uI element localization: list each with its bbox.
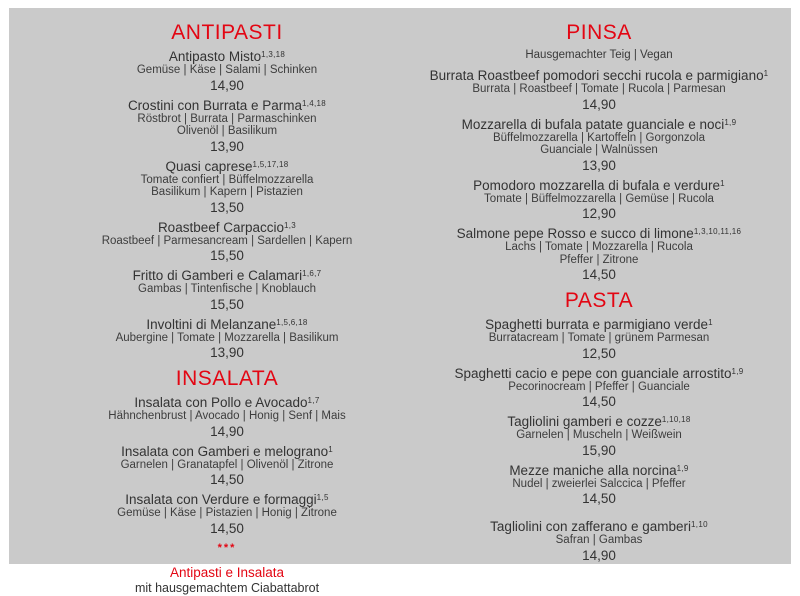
- menu-item-ingredients: Büffelmozzarella | Kartoffeln | Gorgonzola: [413, 132, 785, 145]
- menu-item: [413, 366, 785, 410]
- menu-item-name: [413, 366, 785, 381]
- section-heading: INSALATA: [39, 367, 415, 391]
- menu-item-name: [39, 49, 415, 64]
- menu-item-ingredients: Nudel | zweierlei Salccica | Pfeffer: [413, 478, 785, 491]
- menu-item-price: 13,90: [39, 139, 415, 154]
- menu-item-name: [39, 395, 415, 410]
- menu-item-name: [39, 268, 415, 283]
- menu-item-ingredients: Basilikum | Kapern | Pistazien: [39, 186, 415, 199]
- menu-item-title: Spaghetti cacio e pepe con guanciale arrostito: [455, 366, 732, 381]
- menu-item-name: [413, 414, 785, 429]
- menu-item-price: 14,50: [39, 521, 415, 536]
- menu-item: [413, 317, 785, 361]
- allergen-superscript: 1,10,18: [662, 415, 691, 424]
- section-subtitle: Hausgemachter Teig | Vegan: [413, 49, 785, 62]
- menu-item-title: Pomodoro mozzarella di bufala e verdure: [473, 178, 720, 193]
- menu-item: [39, 220, 415, 264]
- allergen-superscript: 1: [708, 318, 713, 327]
- menu-item: [413, 117, 785, 173]
- menu-item: [413, 519, 785, 563]
- menu-item-name: [413, 178, 785, 193]
- allergen-superscript: 1,6,7: [302, 269, 321, 278]
- allergen-superscript: 1: [328, 445, 333, 454]
- menu-item-ingredients: Tomate | Büffelmozzarella | Gemüse | Rucola: [413, 193, 785, 206]
- allergen-superscript: 1,3: [284, 221, 296, 230]
- menu-item-ingredients: Burratacream | Tomate | grünem Parmesan: [413, 332, 785, 345]
- menu-item-ingredients: Pfeffer | Zitrone: [413, 254, 785, 267]
- menu-item-price: 12,90: [413, 206, 785, 221]
- menu-item-ingredients: Burrata | Roastbeef | Tomate | Rucola | Parmesan: [413, 83, 785, 96]
- menu-item-name: [413, 317, 785, 332]
- menu-item-title: Insalata con Pollo e Avocado: [134, 395, 307, 410]
- menu-item-price: 12,50: [413, 346, 785, 361]
- menu-item-name: [39, 220, 415, 235]
- menu-item-title: Tagliolini con zafferano e gamberi: [490, 519, 691, 534]
- menu-item-ingredients: Gemüse | Käse | Salami | Schinken: [39, 64, 415, 77]
- menu-item-ingredients: Garnelen | Muscheln | Weißwein: [413, 429, 785, 442]
- menu-item-ingredients: Röstbrot | Burrata | Parmaschinken: [39, 113, 415, 126]
- menu-item-ingredients: Safran | Gambas: [413, 534, 785, 547]
- menu-item-ingredients: Lachs | Tomate | Mozzarella | Rucola: [413, 241, 785, 254]
- menu-item: [39, 492, 415, 536]
- menu-item-price: 15,50: [39, 248, 415, 263]
- menu-item-ingredients: Aubergine | Tomate | Mozzarella | Basilikum: [39, 332, 415, 345]
- menu-item-ingredients: Gambas | Tintenfische | Knoblauch: [39, 283, 415, 296]
- menu-item-ingredients: Gemüse | Käse | Pistazien | Honig | Zitrone: [39, 507, 415, 520]
- menu-item-price: 14,90: [39, 424, 415, 439]
- allergen-superscript: 1,5,17,18: [252, 160, 288, 169]
- footer-note-subtitle: mit hausgemachtem Ciabattabrot: [39, 581, 415, 596]
- menu-item-title: Insalata con Verdure e formaggi: [125, 492, 316, 507]
- menu-item-title: Burrata Roastbeef pomodori secchi rucola e parmigiano: [430, 68, 764, 83]
- menu-item-name: [413, 68, 785, 83]
- menu-item-name: [39, 159, 415, 174]
- menu-item-title: Antipasto Misto: [169, 49, 261, 64]
- menu-item-title: Spaghetti burrata e parmigiano verde: [485, 317, 708, 332]
- menu-item-name: [413, 519, 785, 534]
- menu-item-title: Salmone pepe Rosso e succo di limone: [457, 226, 694, 241]
- menu-item-price: 13,50: [39, 200, 415, 215]
- menu-item-price: 14,90: [39, 78, 415, 93]
- menu-item-ingredients: Olivenöl | Basilikum: [39, 125, 415, 138]
- menu-item-ingredients: Guanciale | Walnüssen: [413, 144, 785, 157]
- menu-item-title: Roastbeef Carpaccio: [158, 220, 284, 235]
- menu-item-price: 15,90: [413, 443, 785, 458]
- menu-item-title: Quasi caprese: [165, 159, 252, 174]
- allergen-superscript: 1,9: [724, 118, 736, 127]
- menu-item-title: Fritto di Gamberi e Calamari: [133, 268, 303, 283]
- menu-item-title: Mezze maniche alla norcina: [509, 463, 676, 478]
- menu-item: [39, 49, 415, 93]
- menu-item-price: 13,90: [413, 158, 785, 173]
- menu-item-name: [39, 444, 415, 459]
- menu-item-name: [39, 98, 415, 113]
- menu-item: [413, 178, 785, 222]
- allergen-superscript: 1: [720, 179, 725, 188]
- section-heading: PASTA: [413, 289, 785, 313]
- menu-item-name: [413, 463, 785, 478]
- allergen-superscript: 1,4,18: [302, 99, 326, 108]
- section-heading: PINSA: [413, 21, 785, 45]
- menu-item-ingredients: Tomate confiert | Büffelmozzarella: [39, 174, 415, 187]
- menu-item: [413, 226, 785, 282]
- allergen-superscript: 1,5: [317, 493, 329, 502]
- menu-item-price: 14,50: [39, 472, 415, 487]
- menu-item-price: 15,50: [39, 297, 415, 312]
- menu-item-price: 13,90: [39, 345, 415, 360]
- menu-item-name: [413, 226, 785, 241]
- allergen-superscript: 1,10: [691, 520, 708, 529]
- menu-item-ingredients: Roastbeef | Parmesancream | Sardellen | Kapern: [39, 235, 415, 248]
- menu-item-price: 14,50: [413, 267, 785, 282]
- menu-item-title: Tagliolini gamberi e cozze: [507, 414, 662, 429]
- allergen-superscript: 1,3,10,11,16: [694, 227, 742, 236]
- menu-item: [39, 395, 415, 439]
- menu-item: [413, 68, 785, 112]
- menu-item-ingredients: Hähnchenbrust | Avocado | Honig | Senf | Mais: [39, 410, 415, 423]
- menu-item-title: Involtini di Melanzane: [146, 317, 276, 332]
- footer-note-title: Antipasti e Insalata: [39, 565, 415, 581]
- allergen-superscript: 1,9: [731, 367, 743, 376]
- allergen-superscript: 1,5,6,18: [276, 318, 307, 327]
- menu-item-price: 14,90: [413, 548, 785, 563]
- menu-item-name: [413, 117, 785, 132]
- menu-item-name: [39, 317, 415, 332]
- section-heading: ANTIPASTI: [39, 21, 415, 45]
- menu-item-ingredients: Garnelen | Granatapfel | Olivenöl | Zitrone: [39, 459, 415, 472]
- menu-item: [39, 159, 415, 215]
- menu-sheet: [9, 8, 791, 564]
- menu-item: [413, 463, 785, 507]
- menu-item-name: [39, 492, 415, 507]
- menu-column-right: [413, 21, 785, 568]
- menu-item-price: 14,90: [413, 97, 785, 112]
- menu-item: [39, 444, 415, 488]
- separator-stars: ***: [39, 542, 415, 554]
- menu-item-title: Crostini con Burrata e Parma: [128, 98, 302, 113]
- menu-item: [39, 317, 415, 361]
- allergen-superscript: 1,9: [677, 464, 689, 473]
- allergen-superscript: 1,7: [308, 396, 320, 405]
- menu-item-price: 14,50: [413, 491, 785, 506]
- menu-item: [39, 98, 415, 154]
- menu-item-price: 14,50: [413, 394, 785, 409]
- menu-item-ingredients: Pecorinocream | Pfeffer | Guanciale: [413, 381, 785, 394]
- allergen-superscript: 1: [764, 69, 769, 78]
- menu-item: [39, 268, 415, 312]
- menu-column-left: [39, 21, 415, 596]
- allergen-superscript: 1,3,18: [261, 50, 285, 59]
- menu-item: [413, 414, 785, 458]
- menu-item-title: Insalata con Gamberi e melograno: [121, 444, 328, 459]
- menu-item-title: Mozzarella di bufala patate guanciale e noci: [462, 117, 725, 132]
